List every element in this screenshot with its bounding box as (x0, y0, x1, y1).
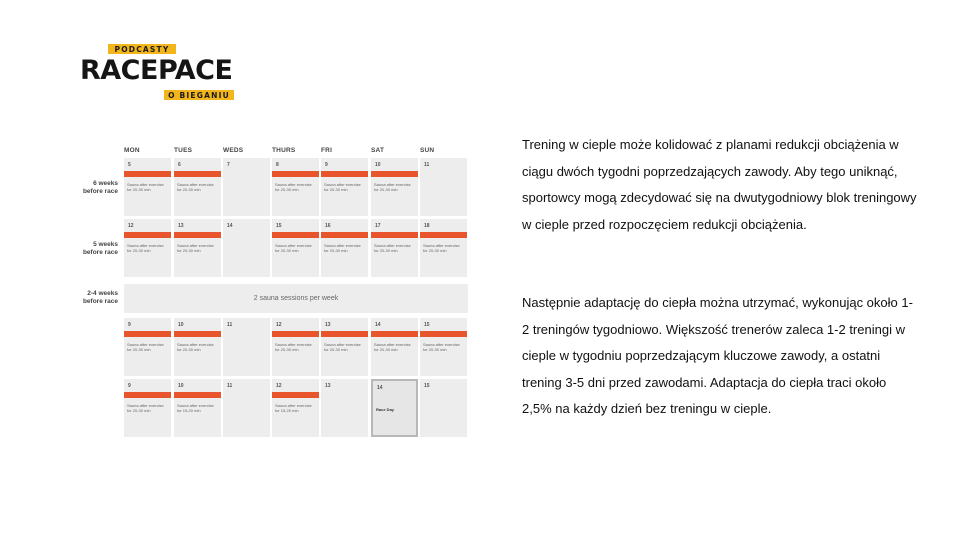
calendar-day-cell (124, 219, 171, 277)
calendar-day-cell (174, 379, 221, 437)
sauna-session-bar (124, 392, 171, 398)
calendar-day-cell (272, 318, 319, 376)
sauna-session-bar (272, 392, 319, 398)
calendar-day-cell (272, 219, 319, 277)
day-number: 13 (325, 322, 331, 328)
day-number: 10 (178, 322, 184, 328)
sauna-session-bar (272, 171, 319, 177)
session-note: Sauna after exercise for 20-30 min (374, 243, 411, 253)
calendar-day-cell (321, 379, 368, 437)
session-note: Sauna after exercise for 20-30 min (127, 342, 164, 352)
day-number: 9 (128, 322, 131, 328)
session-note: Sauna after exercise for 20-30 min (374, 342, 411, 352)
session-note: Sauna after exercise for 20-30 min (177, 182, 214, 192)
day-number: 15 (424, 322, 430, 328)
race-day-label: Race Day (376, 407, 395, 412)
sauna-session-bar (371, 232, 418, 238)
day-header: WEDS (223, 147, 244, 154)
calendar-day-cell (174, 158, 221, 216)
session-note: Sauna after exercise for 20-30 min (275, 182, 312, 192)
day-header: SAT (371, 147, 385, 154)
day-header: MON (124, 147, 140, 154)
calendar-day-cell (272, 379, 319, 437)
session-note: Sauna after exercise for 20-30 min (423, 342, 460, 352)
day-number: 6 (178, 162, 181, 168)
racepace-logo (80, 40, 260, 102)
day-number: 15 (424, 383, 430, 389)
sauna-session-bar (371, 171, 418, 177)
calendar-day-cell (223, 158, 270, 216)
sauna-session-bar (321, 171, 368, 177)
day-number: 14 (227, 223, 233, 229)
day-number: 5 (128, 162, 131, 168)
calendar-day-cell (420, 158, 467, 216)
day-number: 18 (424, 223, 430, 229)
paragraph-2: Następnie adaptację do ciepła można utrzymać, wykonując około 1-2 treningów tygodniowo. Większość trenerów zaleca 1-2 treningi w cieple w tygodniu poprzedzającym kluczowe zawody, a ostatni trening 3-5 dni przed zawodami. Adaptacja do ciepła traci około 2,5% na każdy dzień bez treningu w cieple. (522, 295, 913, 416)
day-header: THURS (272, 147, 296, 154)
logo-wordmark: RACEPACE (80, 55, 233, 86)
day-number: 14 (377, 385, 383, 391)
sauna-session-bar (321, 331, 368, 337)
day-number: 10 (375, 162, 381, 168)
session-note: Sauna after exercise for 20-30 min (374, 182, 411, 192)
day-number: 9 (128, 383, 131, 389)
sauna-session-bar (420, 331, 467, 337)
day-number: 9 (325, 162, 328, 168)
day-number: 11 (227, 383, 233, 389)
day-number: 14 (375, 322, 381, 328)
day-number: 11 (227, 322, 233, 328)
day-number: 17 (375, 223, 381, 229)
session-note: Sauna after exercise for 15-20 min (275, 403, 312, 413)
calendar-day-cell (124, 379, 171, 437)
calendar-day-cell (124, 158, 171, 216)
calendar-day-cell (124, 318, 171, 376)
calendar-day-cell (223, 318, 270, 376)
day-number: 13 (325, 383, 331, 389)
sauna-session-bar (174, 331, 221, 337)
calendar-day-cell (223, 219, 270, 277)
day-header: FRI (321, 147, 333, 154)
session-note: Sauna after exercise for 20-30 min (275, 243, 312, 253)
logo-top-tag: PODCASTY (108, 44, 176, 54)
day-number: 12 (128, 223, 134, 229)
calendar-day-cell (420, 379, 467, 437)
day-number: 13 (178, 223, 184, 229)
paragraph-1: Trening w cieple może kolidować z planami redukcji obciążenia w ciągu dwóch tygodni poprzedzających zawody. Aby tego uniknąć, sportowcy mogą zdecydować się na dwutygodniowy blok treningowy w cieple przed rozpoczęciem redukcji obciążenia. (522, 137, 917, 232)
week-label: 2-4 weeks before race (82, 290, 118, 305)
session-note: Sauna after exercise for 20-30 min (127, 403, 164, 413)
session-note: Sauna after exercise for 20-30 min (324, 182, 361, 192)
sauna-session-bar (371, 331, 418, 337)
sauna-sessions-row: 2 sauna sessions per week (124, 284, 468, 313)
calendar-day-cell (174, 318, 221, 376)
calendar-day-cell (420, 219, 467, 277)
sauna-session-bar (174, 171, 221, 177)
day-number: 12 (276, 322, 282, 328)
session-note: Sauna after exercise for 20-30 min (324, 243, 361, 253)
session-note: Sauna after exercise for 20-30 min (177, 243, 214, 253)
day-number: 7 (227, 162, 230, 168)
day-number: 10 (178, 383, 184, 389)
session-note: Sauna after exercise for 20-30 min (127, 182, 164, 192)
session-note: Sauna after exercise for 20-30 min (423, 243, 460, 253)
day-header: TUES (174, 147, 193, 154)
sauna-session-bar (174, 392, 221, 398)
day-number: 16 (325, 223, 331, 229)
day-number: 11 (424, 162, 430, 168)
day-header: SUN (420, 147, 435, 154)
race-day-cell (371, 379, 418, 437)
calendar-day-cell (371, 318, 418, 376)
training-calendar (74, 142, 470, 442)
calendar-day-cell (371, 158, 418, 216)
sauna-session-bar (124, 331, 171, 337)
calendar-day-cell (174, 219, 221, 277)
session-note: Sauna after exercise for 20-30 min (177, 342, 214, 352)
sauna-session-bar (420, 232, 467, 238)
calendar-day-cell (321, 158, 368, 216)
session-note: Sauna after exercise for 15-20 min (177, 403, 214, 413)
session-note: Sauna after exercise for 20-30 min (324, 342, 361, 352)
session-note: Sauna after exercise for 20-30 min (127, 243, 164, 253)
sauna-session-bar (272, 331, 319, 337)
day-number: 15 (276, 223, 282, 229)
sauna-session-bar (124, 232, 171, 238)
calendar-day-cell (321, 318, 368, 376)
week-label: 5 weeks before race (82, 241, 118, 256)
calendar-day-cell (223, 379, 270, 437)
calendar-day-cell (321, 219, 368, 277)
logo-bottom-tag: O BIEGANIU (164, 90, 234, 100)
sauna-session-bar (174, 232, 221, 238)
day-number: 12 (276, 383, 282, 389)
sauna-session-bar (321, 232, 368, 238)
calendar-day-cell (272, 158, 319, 216)
day-number: 8 (276, 162, 279, 168)
session-note: Sauna after exercise for 20-30 min (275, 342, 312, 352)
week-label: 6 weeks before race (82, 180, 118, 195)
calendar-day-cell (420, 318, 467, 376)
sauna-session-bar (124, 171, 171, 177)
calendar-day-cell (371, 219, 418, 277)
sauna-session-bar (272, 232, 319, 238)
